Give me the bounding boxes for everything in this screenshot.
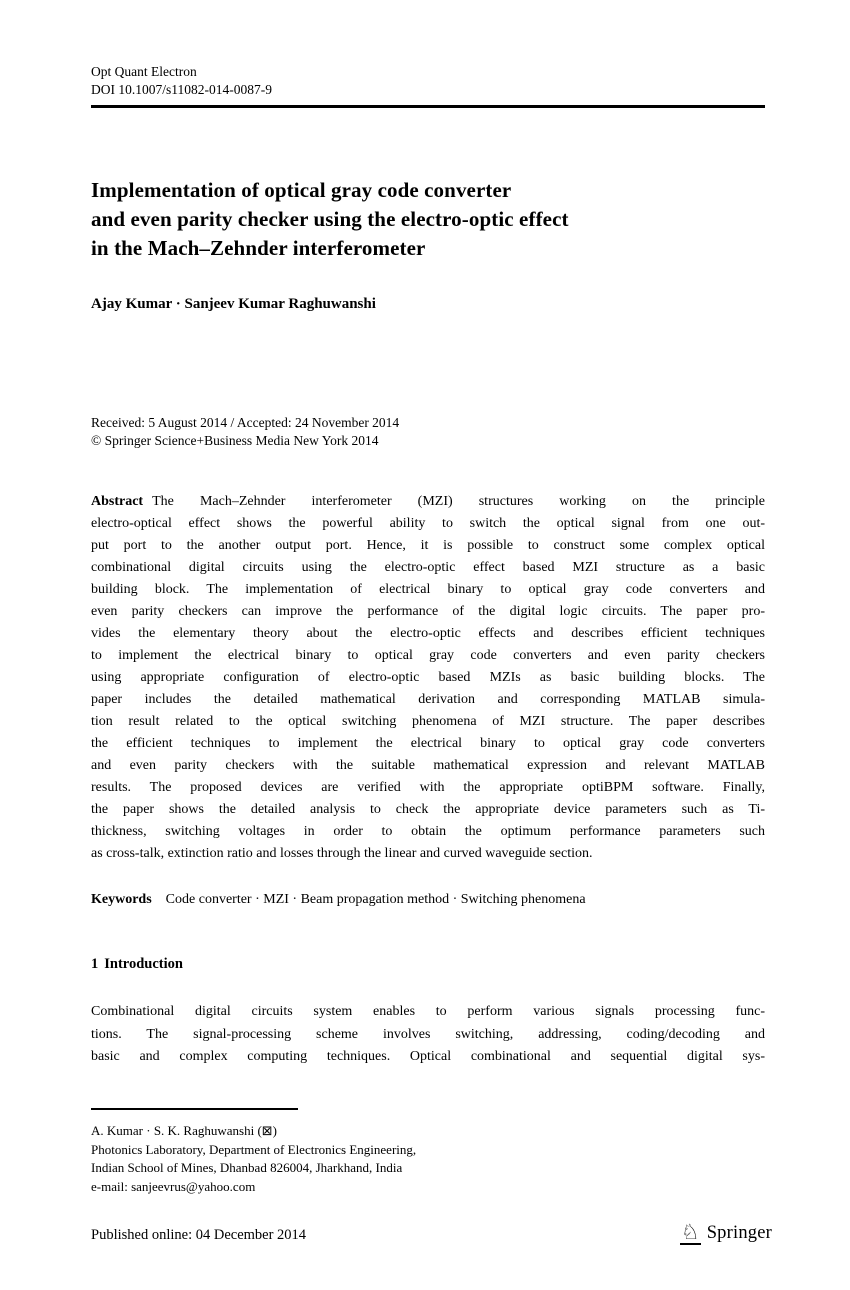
abstract-text: The Mach–Zehnder interferometer (MZI) structures working on the principle	[152, 494, 765, 509]
article-history	[91, 414, 765, 450]
abstract-line: paper includes the detailed mathematical derivation and corresponding MATLAB simula-	[91, 692, 765, 707]
body-line: tions. The signal-processing scheme involves switching, addressing, coding/decoding and	[91, 1026, 765, 1042]
abstract-line	[91, 491, 765, 513]
abstract-section	[91, 491, 765, 865]
footnote-authors: A. Kumar · S. K. Raghuwanshi (⊠)	[91, 1123, 278, 1138]
journal-header	[91, 63, 765, 99]
keywords-text: Code converter · MZI · Beam propagation method · Switching phenomena	[165, 892, 586, 907]
abstract-line: using appropriate configuration of electro-optic based MZIs as basic building blocks. The	[91, 670, 765, 685]
springer-logo	[680, 1221, 772, 1245]
body-line: basic and complex computing techniques. Optical combinational and sequential digital sys-	[91, 1049, 765, 1064]
journal-name: Opt Quant Electron	[91, 64, 197, 79]
received-accepted-line: Received: 5 August 2014 / Accepted: 24 November 2014	[91, 415, 400, 430]
published-online-line: Published online: 04 December 2014	[91, 1227, 307, 1243]
keywords-label: Keywords	[91, 892, 152, 907]
footnote-rule	[91, 1108, 298, 1110]
section-number: 1	[91, 956, 99, 972]
abstract-line: as cross-talk, extinction ratio and losses through the linear and curved waveguide section.	[91, 846, 593, 861]
abstract-line: thickness, switching voltages in order to obtain the optimum performance parameters such	[91, 824, 765, 839]
abstract-line: even parity checkers can improve the performance of the digital logic circuits. The paper pro-	[91, 604, 765, 619]
title-line: Implementation of optical gray code converter	[91, 178, 512, 202]
abstract-line: put port to the another output port. Hence, it is possible to construct some complex optical	[91, 538, 765, 553]
abstract-line: building block. The implementation of electrical binary to optical gray code converters and	[91, 582, 765, 597]
footnote-affiliation: Indian School of Mines, Dhanbad 826004, Jharkhand, India	[91, 1160, 403, 1175]
abstract-line: and even parity checkers with the suitable mathematical expression and relevant MATLAB	[91, 758, 765, 773]
title-line: in the Mach–Zehnder interferometer	[91, 236, 426, 260]
abstract-line: combinational digital circuits using the electro-optic effect based MZI structure as a basic	[91, 560, 765, 575]
abstract-label: Abstract	[91, 494, 144, 509]
author-list: Ajay Kumar · Sanjeev Kumar Raghuwanshi	[91, 296, 376, 312]
copyright-line: © Springer Science+Business Media New York 2014	[91, 433, 379, 448]
header-rule	[91, 105, 765, 108]
abstract-line: electro-optical effect shows the powerful ability to switch the optical signal from one out-	[91, 516, 765, 531]
abstract-line: results. The proposed devices are verified with the appropriate optiBPM software. Finally,	[91, 780, 765, 795]
doi-line: DOI 10.1007/s11082-014-0087-9	[91, 82, 272, 97]
article-title	[91, 176, 765, 263]
body-line: Combinational digital circuits system enables to perform various signals processing func-	[91, 1004, 765, 1019]
publisher-name: Springer	[706, 1222, 772, 1243]
abstract-line: the efficient techniques to implement the electrical binary to optical gray code converters	[91, 736, 765, 751]
abstract-line: to implement the electrical binary to optical gray code converters and even parity checkers	[91, 648, 765, 663]
abstract-line: vides the elementary theory about the electro-optic effects and describes efficient techniques	[91, 626, 765, 641]
springer-horse-icon: ♘	[680, 1220, 700, 1244]
keywords-section	[91, 892, 765, 908]
abstract-line: the paper shows the detailed analysis to check the appropriate device parameters such as Ti-	[91, 802, 765, 817]
abstract-line: tion result related to the optical switching phenomena of MZI structure. The paper describes	[91, 714, 765, 729]
correspondence-footnote	[91, 1122, 765, 1196]
footnote-email: e-mail: sanjeevrus@yahoo.com	[91, 1178, 256, 1194]
title-line: and even parity checker using the electro-optic effect	[91, 207, 569, 231]
introduction-paragraph	[91, 1001, 765, 1069]
footnote-affiliation: Photonics Laboratory, Department of Electronics Engineering,	[91, 1141, 417, 1157]
section-heading-introduction	[91, 956, 765, 973]
section-title: Introduction	[104, 956, 183, 972]
